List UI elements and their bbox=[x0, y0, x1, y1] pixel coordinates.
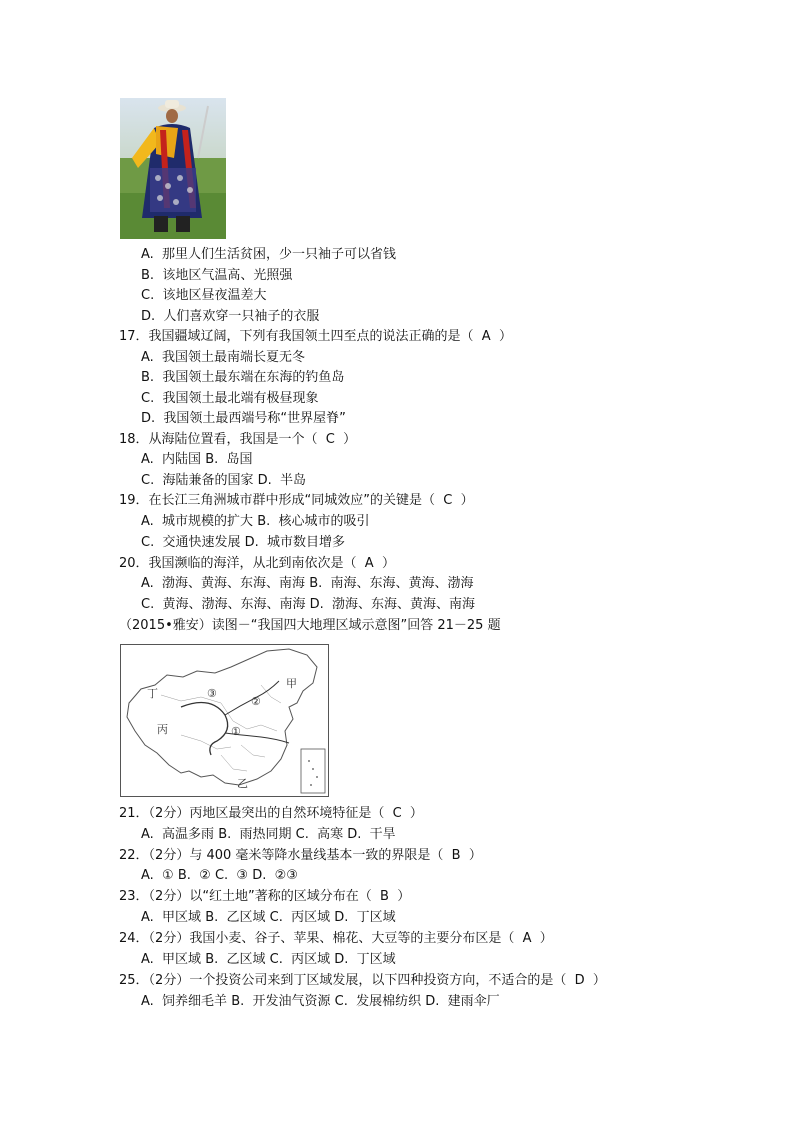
q20-stem: 20．我国濒临的海洋，从北到南依次是（ A ） bbox=[119, 556, 395, 571]
q23-options: A. 甲区域 B. 乙区域 C. 丙区域 D. 丁区域 bbox=[141, 910, 396, 925]
q17-option-b: B. 我国领土最东端在东海的钓鱼岛 bbox=[141, 370, 345, 385]
q19-options-ab: A. 城市规模的扩大 B. 核心城市的吸引 bbox=[141, 514, 370, 529]
q20-options-ab: A. 渤海、黄海、东海、南海 B. 南海、东海、黄海、渤海 bbox=[141, 576, 474, 591]
q21-stem: 21．（2分）丙地区最突出的自然环境特征是（ C ） bbox=[119, 806, 423, 821]
map-label-boundary-1: ① bbox=[231, 725, 241, 738]
china-four-regions-map bbox=[120, 644, 329, 797]
map-label-bing: 丙 bbox=[157, 723, 168, 736]
q19-options-cd: C. 交通快速发展 D. 城市数目增多 bbox=[141, 535, 346, 550]
q25-options: A. 饲养细毛羊 B. 开发油气资源 C. 发展棉纺织 D. 建雨伞厂 bbox=[141, 994, 500, 1009]
q16-option-c: C. 该地区昼夜温差大 bbox=[141, 288, 267, 303]
q17-option-d: D. 我国领土最西端号称“世界屋脊” bbox=[141, 411, 346, 426]
q16-option-d: D. 人们喜欢穿一只袖子的衣服 bbox=[141, 309, 320, 324]
q21-options: A. 高温多雨 B. 雨热同期 C. 高寒 D. 干旱 bbox=[141, 827, 396, 842]
map-label-ding: 丁 bbox=[147, 687, 158, 700]
map-label-boundary-3: ③ bbox=[207, 687, 217, 700]
person-photo-icon bbox=[120, 98, 226, 239]
q16-option-a: A. 那里人们生活贫困，少一只袖子可以省钱 bbox=[141, 247, 397, 262]
q23-stem: 23．（2分）以“红土地”著称的区域分布在（ B ） bbox=[119, 889, 411, 904]
q24-options: A. 甲区域 B. 乙区域 C. 丙区域 D. 丁区域 bbox=[141, 952, 396, 967]
q19-stem: 19．在长江三角洲城市群中形成“同城效应”的关键是（ C ） bbox=[119, 493, 474, 508]
tibetan-robe-photo bbox=[120, 98, 226, 239]
map-label-jia: 甲 bbox=[286, 677, 297, 690]
q18-stem: 18．从海陆位置看，我国是一个（ C ） bbox=[119, 432, 357, 447]
q16-option-b: B. 该地区气温高、光照强 bbox=[141, 268, 293, 283]
q18-options-cd: C. 海陆兼备的国家 D. 半岛 bbox=[141, 473, 307, 488]
map-questions-intro: （2015•雅安）读图－“我国四大地理区域示意图”回答 21－25 题 bbox=[119, 618, 501, 633]
china-map-outline-icon bbox=[121, 645, 328, 796]
q24-stem: 24．（2分）我国小麦、谷子、苹果、棉花、大豆等的主要分布区是（ A ） bbox=[119, 931, 553, 946]
q17-option-a: A. 我国领土最南端长夏无冬 bbox=[141, 350, 306, 365]
q18-options-ab: A. 内陆国 B. 岛国 bbox=[141, 452, 253, 467]
q20-options-cd: C. 黄海、渤海、东海、南海 D. 渤海、东海、黄海、南海 bbox=[141, 597, 476, 612]
q22-options: A. ① B. ② C. ③ D. ②③ bbox=[141, 868, 298, 883]
q17-option-c: C. 我国领土最北端有极昼现象 bbox=[141, 391, 319, 406]
q17-stem: 17．我国疆域辽阔，下列有我国领土四至点的说法正确的是（ A ） bbox=[119, 329, 512, 344]
map-label-yi: 乙 bbox=[237, 777, 248, 790]
q22-stem: 22．（2分）与 400 毫米等降水量线基本一致的界限是（ B ） bbox=[119, 848, 482, 863]
map-label-boundary-2: ② bbox=[251, 695, 261, 708]
q25-stem: 25．（2分）一个投资公司来到丁区域发展，以下四种投资方向，不适合的是（ D ） bbox=[119, 973, 606, 988]
